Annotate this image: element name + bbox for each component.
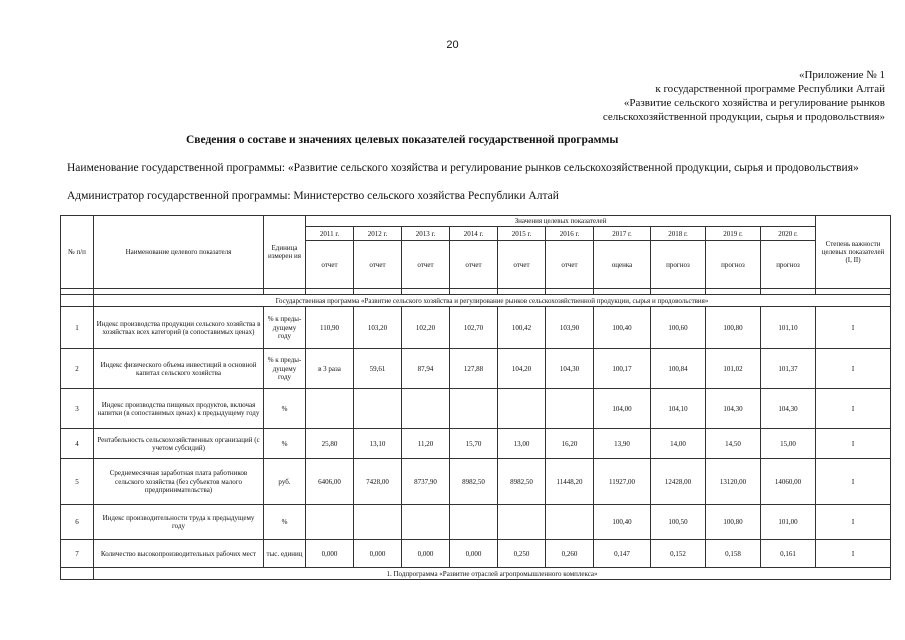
table-row <box>61 505 891 540</box>
row-num: 4 <box>61 429 94 459</box>
value-cell: 100,50 <box>651 505 706 540</box>
value-cell: 103,90 <box>546 307 594 349</box>
program-title: Государственная программа «Развитие сельского хозяйства и регулирование рынков сельскохозяйственной продукции, сырья и продовольствия» <box>94 295 891 307</box>
value-cell <box>450 505 498 540</box>
row-name: Рентабельность сельскохозяйственных организаций (с учетом субсидий) <box>94 429 264 459</box>
value-cell <box>450 389 498 429</box>
row-importance: I <box>816 389 891 429</box>
row-num: 2 <box>61 349 94 389</box>
value-cell: 14060,00 <box>761 459 816 505</box>
row-unit: тыс. единиц <box>264 540 306 568</box>
value-cell: 0,000 <box>354 540 402 568</box>
subprogram-row <box>61 568 891 580</box>
appendix-line: «Приложение № 1 <box>798 69 885 81</box>
row-unit: % <box>264 429 306 459</box>
value-cell: 104,20 <box>498 349 546 389</box>
value-cell: 7428,00 <box>354 459 402 505</box>
row-name: Индекс производства пищевых продуктов, включая напитки (в сопоставимых ценах) к предыдущему году <box>94 389 264 429</box>
value-cell: 104,10 <box>651 389 706 429</box>
row-importance: I <box>816 505 891 540</box>
row-name: Количество высокопроизводительных рабочих мест <box>94 540 264 568</box>
value-cell: 100,84 <box>651 349 706 389</box>
value-cell: 0,250 <box>498 540 546 568</box>
value-cell: 87,94 <box>402 349 450 389</box>
value-cell: 110,90 <box>306 307 354 349</box>
value-cell: 100,60 <box>651 307 706 349</box>
row-importance: I <box>816 349 891 389</box>
value-cell <box>546 389 594 429</box>
row-importance: I <box>816 459 891 505</box>
appendix-heading <box>603 68 885 124</box>
value-cell <box>546 505 594 540</box>
header-values-group: Значения целевых показателей <box>306 216 816 227</box>
row-unit: % к преды-дущему году <box>264 307 306 349</box>
year-cell: 2011 г. <box>306 227 354 241</box>
year-cell: 2013 г. <box>402 227 450 241</box>
appendix-line: к государственной программе Республики Алтай <box>655 83 885 95</box>
row-importance: I <box>816 307 891 349</box>
value-cell: 11,20 <box>402 429 450 459</box>
row-unit: % <box>264 389 306 429</box>
value-cell: 8982,50 <box>498 459 546 505</box>
value-cell: 101,00 <box>761 505 816 540</box>
value-cell: 13120,00 <box>706 459 761 505</box>
value-cell: 101,02 <box>706 349 761 389</box>
year-cell: 2019 г. <box>706 227 761 241</box>
year-cell: 2017 г. <box>594 227 651 241</box>
year-cell: 2014 г. <box>450 227 498 241</box>
appendix-line: «Развитие сельского хозяйства и регулирование рынков <box>623 97 885 109</box>
status-cell: отчет <box>354 241 402 289</box>
header-unit: Единица измерен ия <box>264 216 306 289</box>
value-cell: 8737,90 <box>402 459 450 505</box>
value-cell: 14,00 <box>651 429 706 459</box>
row-num: 3 <box>61 389 94 429</box>
value-cell: 101,37 <box>761 349 816 389</box>
value-cell: 102,70 <box>450 307 498 349</box>
row-name: Среднемесячная заработная плата работников сельского хозяйства (без субъектов малого предпринимательства) <box>94 459 264 505</box>
status-cell: отчет <box>498 241 546 289</box>
value-cell <box>498 505 546 540</box>
value-cell: 100,80 <box>706 307 761 349</box>
value-cell <box>354 505 402 540</box>
value-cell: 11927,00 <box>594 459 651 505</box>
row-name: Индекс производительности труда к предыдущему году <box>94 505 264 540</box>
row-unit: % <box>264 505 306 540</box>
value-cell: 100,17 <box>594 349 651 389</box>
subprogram-title: 1. Подпрограмма «Развитие отраслей агропромышленного комплекса» <box>94 568 891 580</box>
value-cell: 104,30 <box>706 389 761 429</box>
value-cell: 13,00 <box>498 429 546 459</box>
row-num: 7 <box>61 540 94 568</box>
value-cell <box>306 505 354 540</box>
value-cell: 103,20 <box>354 307 402 349</box>
table-header <box>61 216 891 289</box>
table-row <box>61 429 891 459</box>
year-cell: 2016 г. <box>546 227 594 241</box>
value-cell: 102,20 <box>402 307 450 349</box>
value-cell: 15,70 <box>450 429 498 459</box>
row-unit: руб. <box>264 459 306 505</box>
status-cell: отчет <box>450 241 498 289</box>
status-cell: прогноз <box>761 241 816 289</box>
value-cell: 0,000 <box>450 540 498 568</box>
row-name: Индекс производства продукции сельского хозяйства в хозяйствах всех категорий (в сопоставимых ценах) <box>94 307 264 349</box>
value-cell: 6406,00 <box>306 459 354 505</box>
status-cell: прогноз <box>651 241 706 289</box>
value-cell: 13,10 <box>354 429 402 459</box>
program-row <box>61 295 891 307</box>
value-cell <box>402 389 450 429</box>
table-row <box>61 389 891 429</box>
status-cell: отчет <box>402 241 450 289</box>
value-cell: 16,20 <box>546 429 594 459</box>
header-num: № п/п <box>61 216 94 289</box>
value-cell: 127,88 <box>450 349 498 389</box>
year-cell: 2020 г. <box>761 227 816 241</box>
status-cell: прогноз <box>706 241 761 289</box>
document-title: Сведения о составе и значениях целевых показателей государственной программы <box>186 134 619 146</box>
value-cell <box>498 389 546 429</box>
row-name: Индекс физического объема инвестиций в основной капитал сельского хозяйства <box>94 349 264 389</box>
value-cell: 15,00 <box>761 429 816 459</box>
year-cell: 2015 г. <box>498 227 546 241</box>
value-cell: 0,161 <box>761 540 816 568</box>
value-cell <box>306 389 354 429</box>
row-unit: % к преды-дущему году <box>264 349 306 389</box>
value-cell: 11448,20 <box>546 459 594 505</box>
value-cell: 100,40 <box>594 307 651 349</box>
header-name: Наименование целевого показателя <box>94 216 264 289</box>
row-importance: I <box>816 429 891 459</box>
value-cell: 100,80 <box>706 505 761 540</box>
row-num: 6 <box>61 505 94 540</box>
row-num: 5 <box>61 459 94 505</box>
value-cell: 100,40 <box>594 505 651 540</box>
value-cell: 8982,50 <box>450 459 498 505</box>
year-cell: 2018 г. <box>651 227 706 241</box>
table-row <box>61 459 891 505</box>
value-cell: 13,90 <box>594 429 651 459</box>
status-cell: отчет <box>306 241 354 289</box>
appendix-line: сельскохозяйственной продукции, сырья и продовольствия» <box>602 111 885 123</box>
value-cell: 25,80 <box>306 429 354 459</box>
program-name: Наименование государственной программы: «Развитие сельского хозяйства и регулирование рынков сельскохозяйственной продукции, сырья и продовольствия» <box>67 162 859 174</box>
row-num: 1 <box>61 307 94 349</box>
header-importance: Степень важности целевых показателей (I, II) <box>816 216 891 289</box>
value-cell: 0,158 <box>706 540 761 568</box>
value-cell: 0,147 <box>594 540 651 568</box>
value-cell: 59,61 <box>354 349 402 389</box>
page-number: 20 <box>446 39 459 51</box>
value-cell <box>402 505 450 540</box>
value-cell: 104,30 <box>761 389 816 429</box>
status-cell: оценка <box>594 241 651 289</box>
row-importance: I <box>816 540 891 568</box>
table-row <box>61 349 891 389</box>
indicators-table <box>60 215 891 580</box>
value-cell: 0,000 <box>402 540 450 568</box>
value-cell: 12428,00 <box>651 459 706 505</box>
value-cell: 104,30 <box>546 349 594 389</box>
value-cell: 14,50 <box>706 429 761 459</box>
year-cell: 2012 г. <box>354 227 402 241</box>
value-cell: 104,00 <box>594 389 651 429</box>
table-row <box>61 540 891 568</box>
program-administrator: Администратор государственной программы: Министерство сельского хозяйства Республики Алтай <box>67 190 559 202</box>
status-cell: отчет <box>546 241 594 289</box>
value-cell: 100,42 <box>498 307 546 349</box>
value-cell: в 3 раза <box>306 349 354 389</box>
value-cell: 101,10 <box>761 307 816 349</box>
value-cell <box>354 389 402 429</box>
table-row <box>61 307 891 349</box>
value-cell: 0,000 <box>306 540 354 568</box>
value-cell: 0,260 <box>546 540 594 568</box>
value-cell: 0,152 <box>651 540 706 568</box>
